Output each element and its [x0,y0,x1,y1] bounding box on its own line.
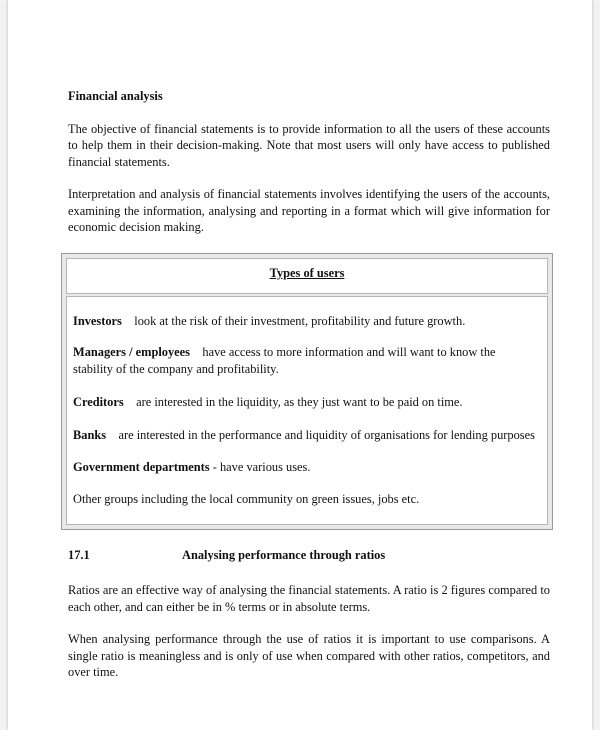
document-page [8,0,592,730]
user-type-creditors [73,394,537,411]
section-number: 17.1 [68,548,90,562]
user-term: Creditors [73,395,124,409]
ratios-paragraph-2: When analysing performance through the use of ratios it is important to use comparisons. A single ratio is meaningless and is only of use when compared with other ratios, competitors, and over time. [68,632,550,679]
user-type-investors [73,313,537,330]
user-description: look at the risk of their investment, profitability and future growth. [134,314,466,328]
section-heading: Financial analysis [68,89,163,103]
user-term: Government departments [73,460,210,474]
intro-paragraph-2: Interpretation and analysis of financial statements involves identifying the users of the accounts, examining the information, analysing and reporting in a format which will give information for economic decision making. [68,187,550,234]
user-type-government [73,459,537,476]
intro-paragraph-1: The objective of financial statements is to provide information to all the users of these accounts to help them in their decision-making. Note that most users will only have access to published financial statements. [68,121,550,169]
user-description: are interested in the performance and liquidity of organisations for lending purposes [118,428,535,442]
ratios-paragraph-1: Ratios are an effective way of analysing the financial statements. A ratio is 2 figures compared to each other, and can either be in % terms or in absolute terms. [68,583,550,614]
user-description: - have various uses. [212,460,311,474]
user-description: have access to more information and will want to know the stability of the company and profitability. [73,345,496,376]
box-title: Types of users [66,258,548,294]
user-description: Other groups including the local community on green issues, jobs etc. [73,492,420,506]
intro-section [68,88,550,236]
types-of-users-box [61,253,553,530]
user-type-other [73,491,537,508]
user-type-managers [73,344,537,377]
user-description: are interested in the liquidity, as they just want to be paid on time. [136,395,463,409]
user-term: Managers / employees [73,345,190,359]
user-type-banks [73,427,537,444]
user-term: Investors [73,314,122,328]
ratios-section [68,582,550,681]
user-term: Banks [73,428,107,442]
box-body [66,296,548,525]
section-title: Analysing performance through ratios [182,548,386,562]
